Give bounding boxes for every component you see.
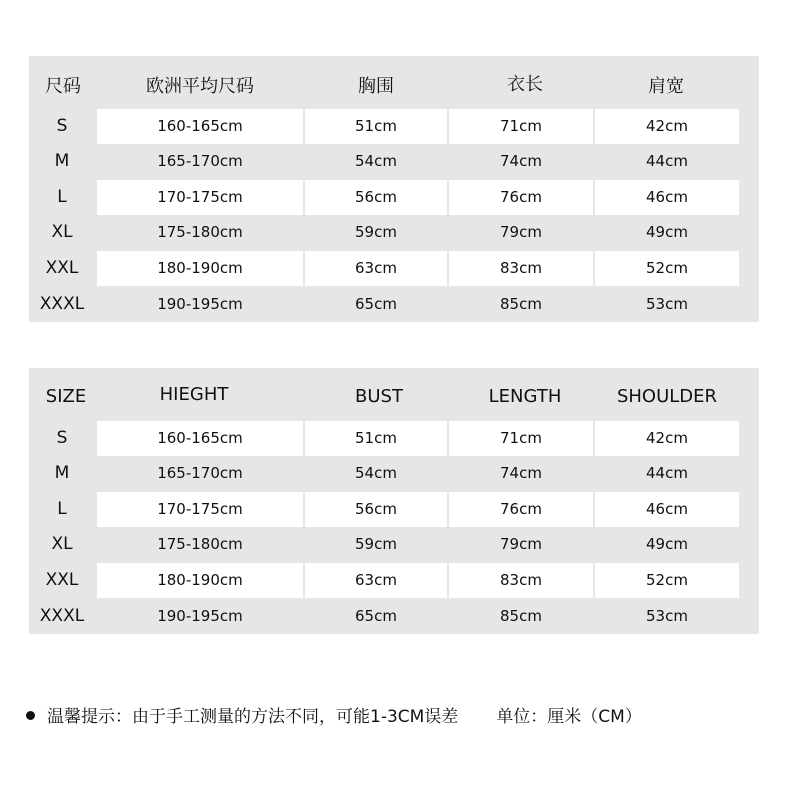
table-row [29, 456, 759, 491]
shoulder-cell: 46cm [595, 492, 739, 527]
shoulder-cell: 42cm [595, 109, 739, 144]
shoulder-cell: 44cm [595, 456, 739, 491]
header-shoulder: 肩宽 [648, 76, 684, 97]
bullet-icon [26, 711, 35, 720]
table-row [29, 287, 759, 322]
table-row [29, 421, 759, 456]
height-cell: 160-165cm [97, 109, 303, 144]
shoulder-cell: 53cm [595, 599, 739, 634]
shoulder-cell: 44cm [595, 144, 739, 179]
height-cell: 175-180cm [97, 215, 303, 250]
length-cell: 74cm [449, 144, 593, 179]
table-row [29, 563, 759, 598]
table-row [29, 180, 759, 215]
bust-cell: 59cm [305, 527, 447, 562]
header-size: SIZE [45, 386, 87, 407]
size-cell: S [56, 116, 68, 136]
header-height: 欧洲平均尺码 [146, 76, 254, 97]
table-row [29, 109, 759, 144]
table-row [29, 215, 759, 250]
table-row [29, 527, 759, 562]
bust-cell: 51cm [305, 109, 447, 144]
bust-cell: 63cm [305, 563, 447, 598]
size-cell: S [56, 428, 68, 448]
header-length: LENGTH [488, 386, 562, 407]
size-cell: XXXL [39, 294, 85, 314]
length-cell: 85cm [449, 599, 593, 634]
table-header [29, 368, 759, 418]
shoulder-cell: 49cm [595, 215, 739, 250]
bust-cell: 51cm [305, 421, 447, 456]
tip-text: 温馨提示：由于手工测量的方法不同，可能1-3CM误差 [47, 707, 459, 727]
height-cell: 165-170cm [97, 144, 303, 179]
bust-cell: 54cm [305, 456, 447, 491]
height-cell: 165-170cm [97, 456, 303, 491]
size-table-english [29, 368, 759, 634]
length-cell: 71cm [449, 421, 593, 456]
bust-cell: 65cm [305, 287, 447, 322]
table-row [29, 251, 759, 286]
table-row [29, 144, 759, 179]
height-cell: 175-180cm [97, 527, 303, 562]
size-cell: M [54, 151, 70, 171]
bust-cell: 63cm [305, 251, 447, 286]
header-height: HIEGHT [159, 384, 229, 405]
bust-cell: 56cm [305, 180, 447, 215]
header-bust: BUST [355, 386, 403, 407]
size-cell: XL [51, 222, 73, 242]
table-header [29, 56, 759, 106]
size-table-chinese [29, 56, 759, 322]
height-cell: 170-175cm [97, 180, 303, 215]
table-row [29, 492, 759, 527]
bust-cell: 56cm [305, 492, 447, 527]
shoulder-cell: 42cm [595, 421, 739, 456]
height-cell: 170-175cm [97, 492, 303, 527]
length-cell: 76cm [449, 492, 593, 527]
size-cell: XL [51, 534, 73, 554]
header-shoulder: SHOULDER [616, 386, 718, 407]
shoulder-cell: 52cm [595, 563, 739, 598]
size-cell: L [57, 499, 67, 519]
shoulder-cell: 53cm [595, 287, 739, 322]
length-cell: 79cm [449, 527, 593, 562]
size-cell: XXL [45, 258, 79, 278]
bust-cell: 59cm [305, 215, 447, 250]
size-cell: L [57, 187, 67, 207]
header-length: 衣长 [507, 74, 543, 95]
table-row [29, 599, 759, 634]
header-bust: 胸围 [358, 76, 394, 97]
length-cell: 74cm [449, 456, 593, 491]
measurement-note [26, 702, 642, 727]
height-cell: 190-195cm [97, 287, 303, 322]
length-cell: 76cm [449, 180, 593, 215]
height-cell: 160-165cm [97, 421, 303, 456]
size-cell: XXL [45, 570, 79, 590]
length-cell: 85cm [449, 287, 593, 322]
shoulder-cell: 49cm [595, 527, 739, 562]
height-cell: 190-195cm [97, 599, 303, 634]
size-cell: M [54, 463, 70, 483]
height-cell: 180-190cm [97, 563, 303, 598]
length-cell: 83cm [449, 563, 593, 598]
header-size: 尺码 [45, 76, 81, 97]
length-cell: 71cm [449, 109, 593, 144]
size-cell: XXXL [39, 606, 85, 626]
shoulder-cell: 46cm [595, 180, 739, 215]
shoulder-cell: 52cm [595, 251, 739, 286]
length-cell: 79cm [449, 215, 593, 250]
bust-cell: 54cm [305, 144, 447, 179]
unit-text: 单位：厘米（CM） [496, 707, 642, 727]
height-cell: 180-190cm [97, 251, 303, 286]
length-cell: 83cm [449, 251, 593, 286]
bust-cell: 65cm [305, 599, 447, 634]
